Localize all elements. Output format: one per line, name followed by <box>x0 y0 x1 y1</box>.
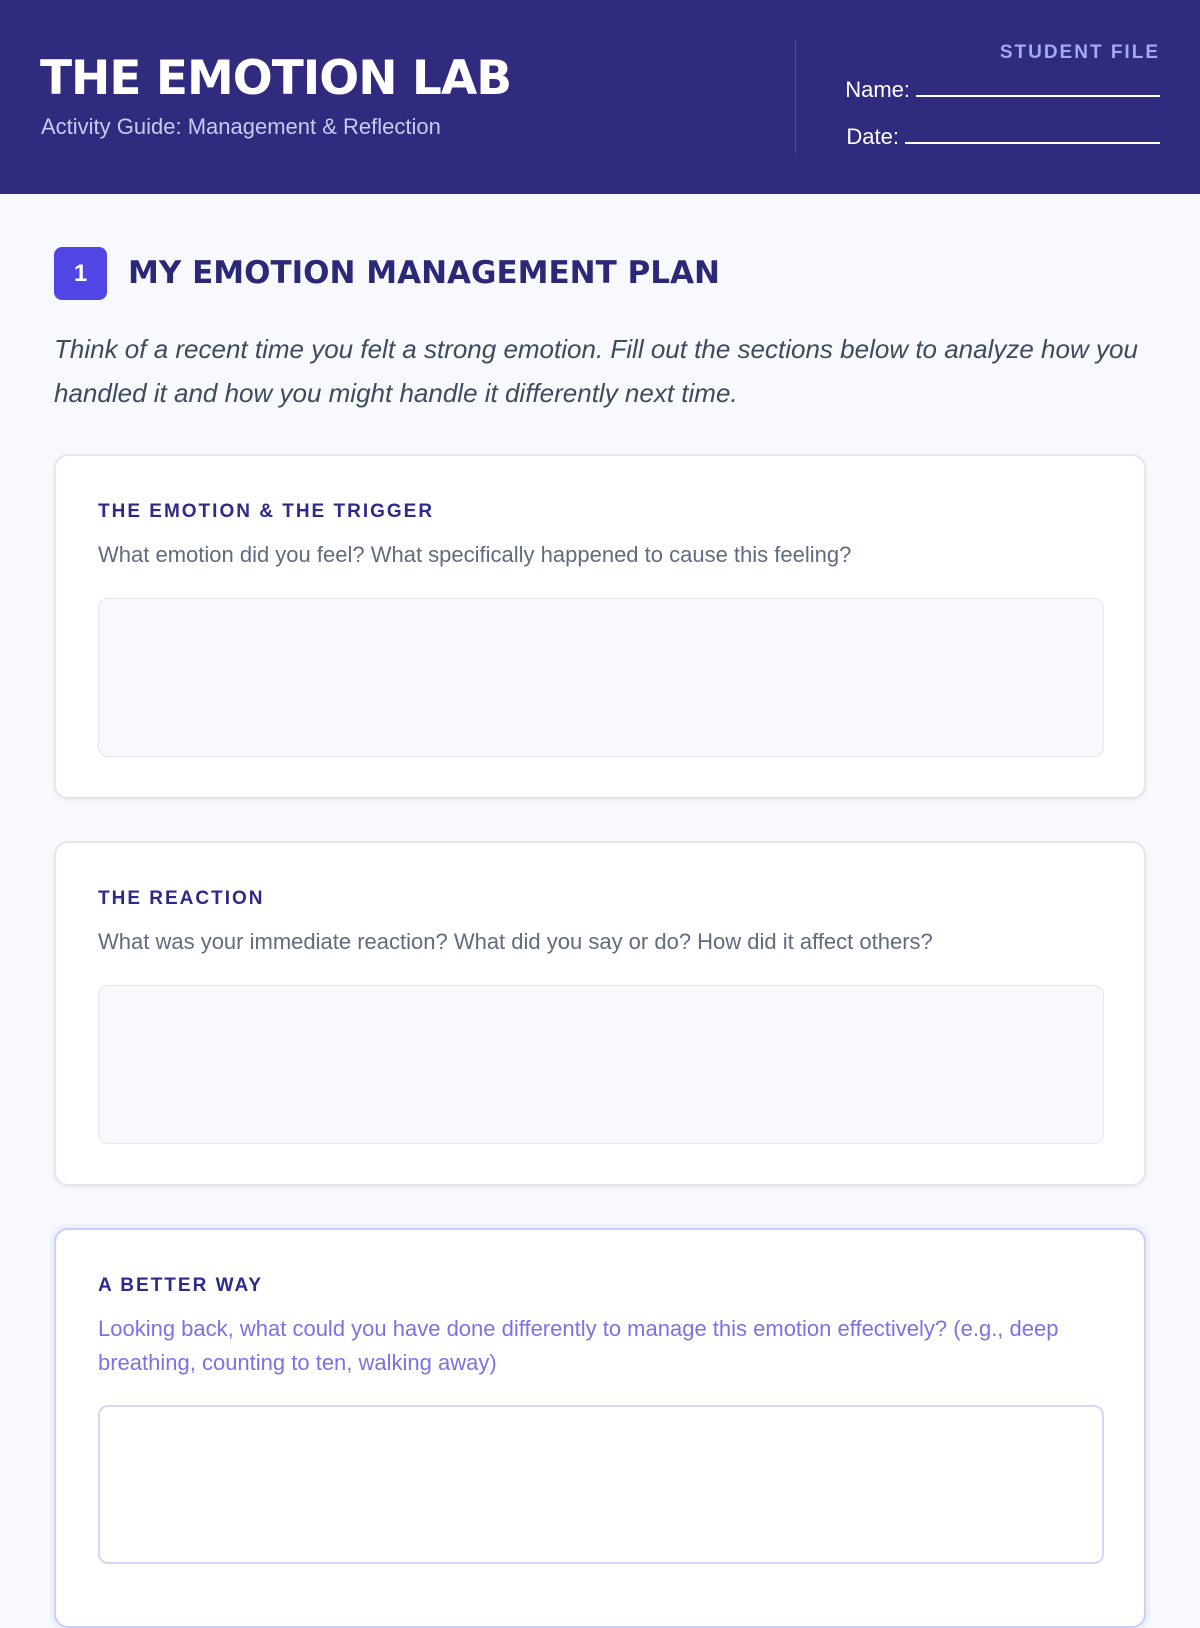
card-label: THE EMOTION & THE TRIGGER <box>98 501 435 522</box>
name-label: Name: <box>845 77 910 102</box>
card-better-way <box>54 1228 1146 1628</box>
card-prompt: What was your immediate reaction? What did you say or do? How did it affect others? <box>98 929 933 954</box>
card-reaction <box>54 841 1146 1186</box>
page-header <box>0 0 1200 194</box>
brand-subtitle: Activity Guide: Management & Reflection <box>41 114 441 139</box>
brand-title: THE EMOTION LAB <box>40 51 512 106</box>
card-emotion-trigger <box>54 454 1146 799</box>
emotion-trigger-answer-field[interactable] <box>98 598 1104 757</box>
name-field[interactable] <box>845 76 1160 104</box>
section-title: MY EMOTION MANAGEMENT PLAN <box>128 255 720 291</box>
better-way-answer-field[interactable] <box>98 1405 1104 1564</box>
reaction-answer-field[interactable] <box>98 985 1104 1144</box>
name-blank-line[interactable] <box>916 77 1160 97</box>
student-file-label: STUDENT FILE <box>999 42 1160 63</box>
header-divider <box>795 41 796 153</box>
section-number-badge: 1 <box>54 247 107 300</box>
date-field[interactable] <box>846 123 1160 151</box>
card-label: THE REACTION <box>98 888 265 909</box>
date-label: Date: <box>846 124 899 149</box>
section-intro: Think of a recent time you felt a strong emotion. Fill out the sections below to analyze how you handled it and how you might handle it differently next time. <box>54 334 1138 408</box>
date-blank-line[interactable] <box>905 124 1160 144</box>
card-prompt: What emotion did you feel? What specifically happened to cause this feeling? <box>98 542 852 567</box>
card-prompt: Looking back, what could you have done differently to manage this emotion effectively? (e.g., deep breathing, counting to ten, walking away) <box>98 1316 1059 1375</box>
card-label: A BETTER WAY <box>98 1275 264 1296</box>
